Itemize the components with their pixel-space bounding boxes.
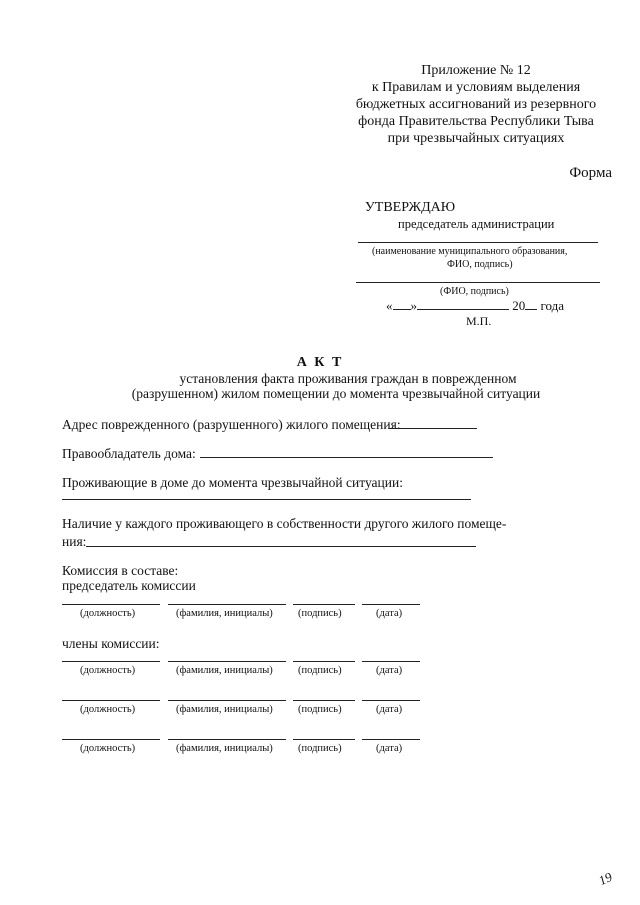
date-line	[362, 739, 420, 740]
name-line	[168, 661, 286, 662]
signature-line	[293, 661, 355, 662]
commission-members-label: члены комиссии:	[62, 636, 160, 651]
appendix-line-2: к Правилам и условиям выделения	[371, 80, 581, 95]
signature-line	[293, 739, 355, 740]
form-label: Форма	[569, 165, 612, 181]
other-housing-label-2: ния:	[62, 534, 87, 549]
appendix-title: Приложение № 12	[421, 63, 531, 78]
signature-caption: (подпись)	[298, 665, 342, 676]
appendix-line-3: бюджетных ассигнований из резервного	[355, 97, 597, 112]
residents-field	[62, 499, 471, 500]
approve-heading: УТВЕРЖДАЮ	[364, 200, 456, 215]
date-caption: (дата)	[376, 704, 403, 715]
appendix-header	[346, 62, 606, 147]
date-line	[362, 604, 420, 605]
owner-field	[200, 457, 493, 458]
name-line	[168, 604, 286, 605]
other-housing-field	[86, 546, 476, 547]
page-number: 19	[596, 869, 615, 889]
approver-title: председатель администрации	[398, 217, 555, 231]
date-quote-close: »	[410, 298, 417, 313]
municipality-line	[358, 242, 598, 243]
signature-caption: (подпись)	[298, 608, 342, 619]
date-quote-open: «	[386, 298, 393, 313]
appendix-line-5: при чрезвычайных ситуациях	[387, 131, 565, 146]
commission-composition: Комиссия в составе:	[62, 563, 179, 578]
act-subtitle-2: (разрушенном) жилом помещении до момента чрезвычайной ситуации	[131, 386, 541, 401]
act-title: А К Т	[296, 355, 344, 370]
municipality-hint-2: ФИО, подпись)	[447, 259, 513, 270]
name-caption: (фамилия, инициалы)	[176, 743, 273, 754]
act-subtitle-1: установления факта проживания граждан в поврежденном	[179, 371, 517, 386]
date-line	[362, 661, 420, 662]
position-line	[62, 700, 160, 701]
name-line	[168, 739, 286, 740]
date-year-suffix: года	[540, 298, 565, 313]
fio-line	[356, 282, 600, 283]
signature-line	[293, 700, 355, 701]
signature-caption: (подпись)	[298, 704, 342, 715]
name-caption: (фамилия, инициалы)	[176, 704, 273, 715]
name-caption: (фамилия, инициалы)	[176, 665, 273, 676]
residents-label: Проживающие в доме до момента чрезвычайной ситуации:	[62, 475, 403, 490]
position-line	[62, 661, 160, 662]
commission-chairman-label: председатель комиссии	[62, 578, 196, 593]
other-housing-label-1: Наличие у каждого проживающего в собственности другого жилого помеще-	[62, 516, 507, 531]
date-caption: (дата)	[376, 743, 403, 754]
position-line	[62, 604, 160, 605]
date-line	[362, 700, 420, 701]
position-line	[62, 739, 160, 740]
name-caption: (фамилия, инициалы)	[176, 608, 273, 619]
date-caption: (дата)	[376, 608, 403, 619]
stamp-label: М.П.	[466, 314, 492, 328]
position-caption: (должность)	[80, 665, 136, 676]
position-caption: (должность)	[80, 608, 136, 619]
date-caption: (дата)	[376, 665, 403, 676]
address-label: Адрес поврежденного (разрушенного) жилого помещения:	[62, 417, 401, 432]
date-year-prefix: 20	[512, 298, 526, 313]
address-field	[389, 428, 477, 429]
appendix-line-4: фонда Правительства Республики Тыва	[358, 114, 594, 129]
owner-label: Правообладатель дома:	[62, 446, 196, 461]
position-caption: (должность)	[80, 743, 136, 754]
signature-line	[293, 604, 355, 605]
fio-hint: (ФИО, подпись)	[440, 286, 509, 297]
signature-caption: (подпись)	[298, 743, 342, 754]
municipality-hint-1: (наименование муниципального образования,	[372, 246, 568, 257]
position-caption: (должность)	[80, 704, 136, 715]
name-line	[168, 700, 286, 701]
approval-date	[386, 298, 564, 314]
